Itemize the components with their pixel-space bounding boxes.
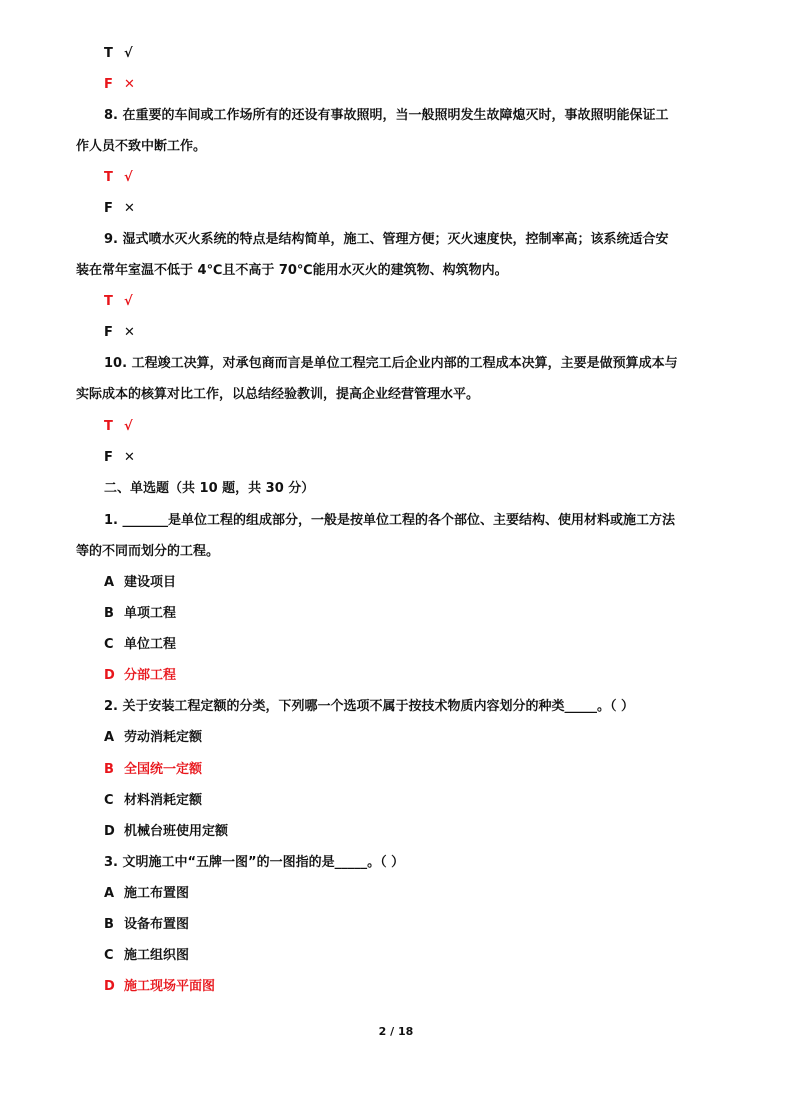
option-text: 劳动消耗定额 — [124, 730, 203, 745]
option-text: 施工布置图 — [124, 886, 190, 901]
choice-2-option-c — [104, 793, 202, 809]
choice-question-2 — [104, 699, 634, 715]
check-symbol: √ — [124, 419, 133, 434]
option-letter: F — [104, 450, 113, 465]
option-letter: C — [104, 637, 114, 652]
option-text: 分部工程 — [124, 668, 177, 683]
question-number: 2. — [104, 699, 118, 714]
option-letter: A — [104, 730, 115, 745]
question-8-false — [104, 201, 135, 217]
choice-1-option-a — [104, 575, 176, 591]
prev-answer-true — [104, 46, 133, 62]
question-number: 3. — [104, 855, 118, 870]
option-letter: F — [104, 325, 113, 340]
option-letter: T — [104, 46, 113, 61]
choice-2-option-b-correct — [104, 762, 202, 778]
choice-3-option-a — [104, 886, 189, 902]
check-symbol: √ — [124, 294, 133, 309]
page-number: 2 / 18 — [378, 1025, 414, 1038]
option-letter: D — [104, 668, 115, 683]
question-number: 10. — [104, 356, 128, 371]
question-8-true-correct — [104, 170, 133, 186]
question-10-false — [104, 450, 135, 466]
choice-1-option-c — [104, 637, 176, 653]
question-9-false — [104, 325, 135, 341]
choice-question-1-line-1 — [104, 513, 675, 529]
section-title: 二、单选题（共 10 题，共 30 分） — [104, 481, 315, 496]
option-text: 全国统一定额 — [124, 762, 203, 777]
option-letter: B — [104, 606, 114, 621]
cross-symbol: ✕ — [124, 325, 135, 340]
choice-2-option-a — [104, 730, 202, 746]
option-letter: D — [104, 824, 115, 839]
option-letter: C — [104, 793, 114, 808]
question-text: 关于安装工程定额的分类，下列哪一个选项不属于按技术物质内容划分的种类_____。（ ） — [122, 699, 635, 714]
check-symbol: √ — [124, 46, 133, 61]
question-number: 8. — [104, 108, 118, 123]
choice-3-option-b — [104, 917, 189, 933]
choice-question-3 — [104, 855, 404, 871]
option-text: 机械台班使用定额 — [124, 824, 229, 839]
question-10-line-2: 实际成本的核算对比工作，以总结经验教训，提高企业经营管理水平。 — [76, 387, 480, 402]
option-text: 设备布置图 — [124, 917, 190, 932]
choice-1-option-d-correct — [104, 668, 176, 684]
option-letter: F — [104, 201, 113, 216]
question-number: 9. — [104, 232, 118, 247]
choice-question-1-line-2: 等的不同而划分的工程。 — [76, 544, 220, 559]
option-letter: A — [104, 886, 115, 901]
question-9-line-1 — [104, 232, 669, 248]
question-text: _______是单位工程的组成部分，一般是按单位工程的各个部位、主要结构、使用材料或施工方法 — [122, 513, 676, 528]
question-10-true-correct — [104, 419, 133, 435]
option-letter: T — [104, 170, 113, 185]
question-text: 湿式喷水灭火系统的特点是结构简单，施工、管理方便；灭火速度快，控制率高；该系统适合安 — [122, 232, 669, 247]
option-text: 单项工程 — [124, 606, 177, 621]
option-letter: C — [104, 948, 114, 963]
cross-symbol: ✕ — [124, 201, 135, 216]
prev-answer-false-correct — [104, 77, 135, 93]
question-10-line-1 — [104, 356, 678, 372]
cross-symbol: ✕ — [124, 77, 135, 92]
question-text: 工程竣工决算，对承包商而言是单位工程完工后企业内部的工程成本决算，主要是做预算成本与 — [131, 356, 678, 371]
option-letter: T — [104, 294, 113, 309]
question-9-true-correct — [104, 294, 133, 310]
option-letter: B — [104, 762, 114, 777]
option-text: 单位工程 — [124, 637, 177, 652]
choice-1-option-b — [104, 606, 176, 622]
choice-3-option-d-correct — [104, 979, 215, 995]
question-number: 1. — [104, 513, 118, 528]
choice-3-option-c — [104, 948, 189, 964]
choice-2-option-d — [104, 824, 228, 840]
option-letter: T — [104, 419, 113, 434]
option-text: 材料消耗定额 — [124, 793, 203, 808]
question-8-line-1 — [104, 108, 669, 124]
option-letter: F — [104, 77, 113, 92]
cross-symbol: ✕ — [124, 450, 135, 465]
question-text: 文明施工中“五牌一图”的一图指的是_____。（ ） — [122, 855, 405, 870]
option-text: 建设项目 — [124, 575, 177, 590]
option-text: 施工现场平面图 — [124, 979, 216, 994]
option-letter: B — [104, 917, 114, 932]
option-text: 施工组织图 — [124, 948, 190, 963]
option-letter: D — [104, 979, 115, 994]
question-text: 在重要的车间或工作场所有的还设有事故照明，当一般照明发生故障熄灭时，事故照明能保证工 — [122, 108, 669, 123]
question-8-line-2: 作人员不致中断工作。 — [76, 139, 207, 154]
option-letter: A — [104, 575, 115, 590]
check-symbol: √ — [124, 170, 133, 185]
question-9-line-2: 装在常年室温不低于 4℃且不高于 70℃能用水灭火的建筑物、构筑物内。 — [76, 263, 508, 278]
